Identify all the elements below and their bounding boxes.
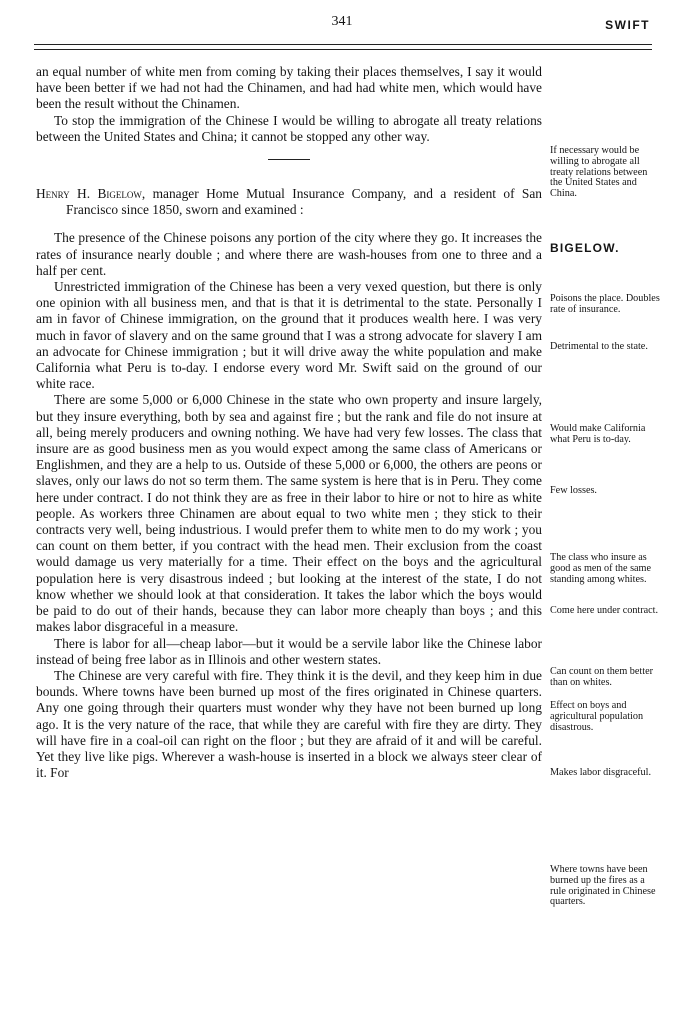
paragraph: The Chinese are very careful with fire. They think it is the devil, and they keep him in due bounds. Where towns have been burned up most of the fires originated in Chinese quarters. Any one going through their quarters must wonder why they have not been burned up long ago. It is the very nature of the race, that while they are careful with fire they are dirty. They will have fire in a coal-oil can right on the floor ; but they are afraid of it and will be careful. Yet they live like pigs. Wherever a wash-house is inserted in a block we always steer clear of it. For	[36, 667, 542, 781]
paragraph: To stop the immigration of the Chinese I would be willing to abrogate all treaty relations between the United States and China; it cannot be stopped any other way.	[36, 112, 542, 144]
paragraph: There is labor for all—cheap labor—but it would be a servile labor like the Chinese labor instead of being free labor as in Illinois and other western states.	[36, 635, 542, 667]
header-rule-bottom	[34, 49, 652, 50]
paragraph: Unrestricted immigration of the Chinese has been a very vexed question, but there is only one opinion with all business men, and that is that it is detrimental to the state. Personally I am in favor of Chinese immigration, on the ground that it produces wealth here. I was very much in favor of slavery and on the same ground that I was a strong advocate for slavery I am an advocate for Chinese immigration ; but it will drive away the white population and make California what Peru is to-day. I endorse every word Mr. Swift said on the ground of our white race.	[36, 279, 542, 392]
witness-description: manager Home Mutual Insurance Company, and a resident of San Francisco since 1850, sworn and examined :	[66, 186, 542, 218]
page-header	[0, 0, 684, 60]
margin-note: Can count on them better than on whites.	[550, 666, 653, 688]
margin-note: Come here under contract.	[550, 605, 659, 616]
section-divider	[268, 159, 310, 160]
witness-intro	[36, 186, 542, 218]
page-number: 341	[331, 14, 353, 29]
running-head: SWIFT	[605, 18, 650, 32]
margin-note: Effect on boys and agricultural population disastrous.	[550, 700, 644, 733]
margin-note: If necessary would be willing to abrogate all treaty relations between the United States and China.	[550, 145, 648, 200]
margin-note: Detrimental to the state.	[550, 341, 648, 352]
paragraph: an equal number of white men from coming by taking their places themselves, I say it would have been better if we had not had the Chinamen, and had had white men, which would have been the result without the Chinamen.	[36, 64, 542, 112]
margin-note: Where towns have been burned up the fires as a rule originated in Chinese quarters.	[550, 864, 656, 908]
margin-note: The class who insure as good as men of the same standing among whites.	[550, 552, 651, 585]
margin-note: Poisons the place. Doubles rate of insurance.	[550, 293, 660, 315]
margin-note: Makes labor disgraceful.	[550, 767, 651, 778]
witness-name: Henry H. Bigelow,	[36, 186, 146, 202]
paragraph: The presence of the Chinese poisons any portion of the city where they go. It increases the rates of insurance nearly double ; and where there are wash-houses from one to three and a half per cent.	[36, 230, 542, 278]
main-text	[36, 64, 542, 781]
header-rule-top	[34, 44, 652, 45]
margin-note: Few losses.	[550, 485, 597, 496]
paragraph: There are some 5,000 or 6,000 Chinese in the state who own property and insure largely, but they insure everything, both by sea and against fire ; but the rank and file do not insure at all, being merely producers and owning nothing. We have had very few losses. The class that insure are as good business men as you would expect among the same class of Americans or Englishmen, and they are a help to us. Outside of these 5,000 or 6,000, the others are peons or slaves, only our laws do not so term them. The same system is here that is in Peru. They come here under contract. I do not think they are as free in their labor to hire or not to hire as white people. As workers three Chinamen are about equal to two white men ; they stick to their contracts very well, being industrious. I would prefer them to white men to do my work ; you can count on them better, if you contract with the head men. Their exclusion from the coast would damage us very materially for a time. Their effect on the boys and the agricultural population here is very disastrous indeed ; but looking at the interest of the state, I do not know whether we should look at that consideration. It takes the labor which the boys would be paid to do out of their hands, because they can labor more cheaply than boys ; and this makes labor disgraceful in a measure.	[36, 392, 542, 635]
margin-note: Would make California what Peru is to-day.	[550, 423, 646, 445]
margin-heading: BIGELOW.	[550, 241, 620, 255]
